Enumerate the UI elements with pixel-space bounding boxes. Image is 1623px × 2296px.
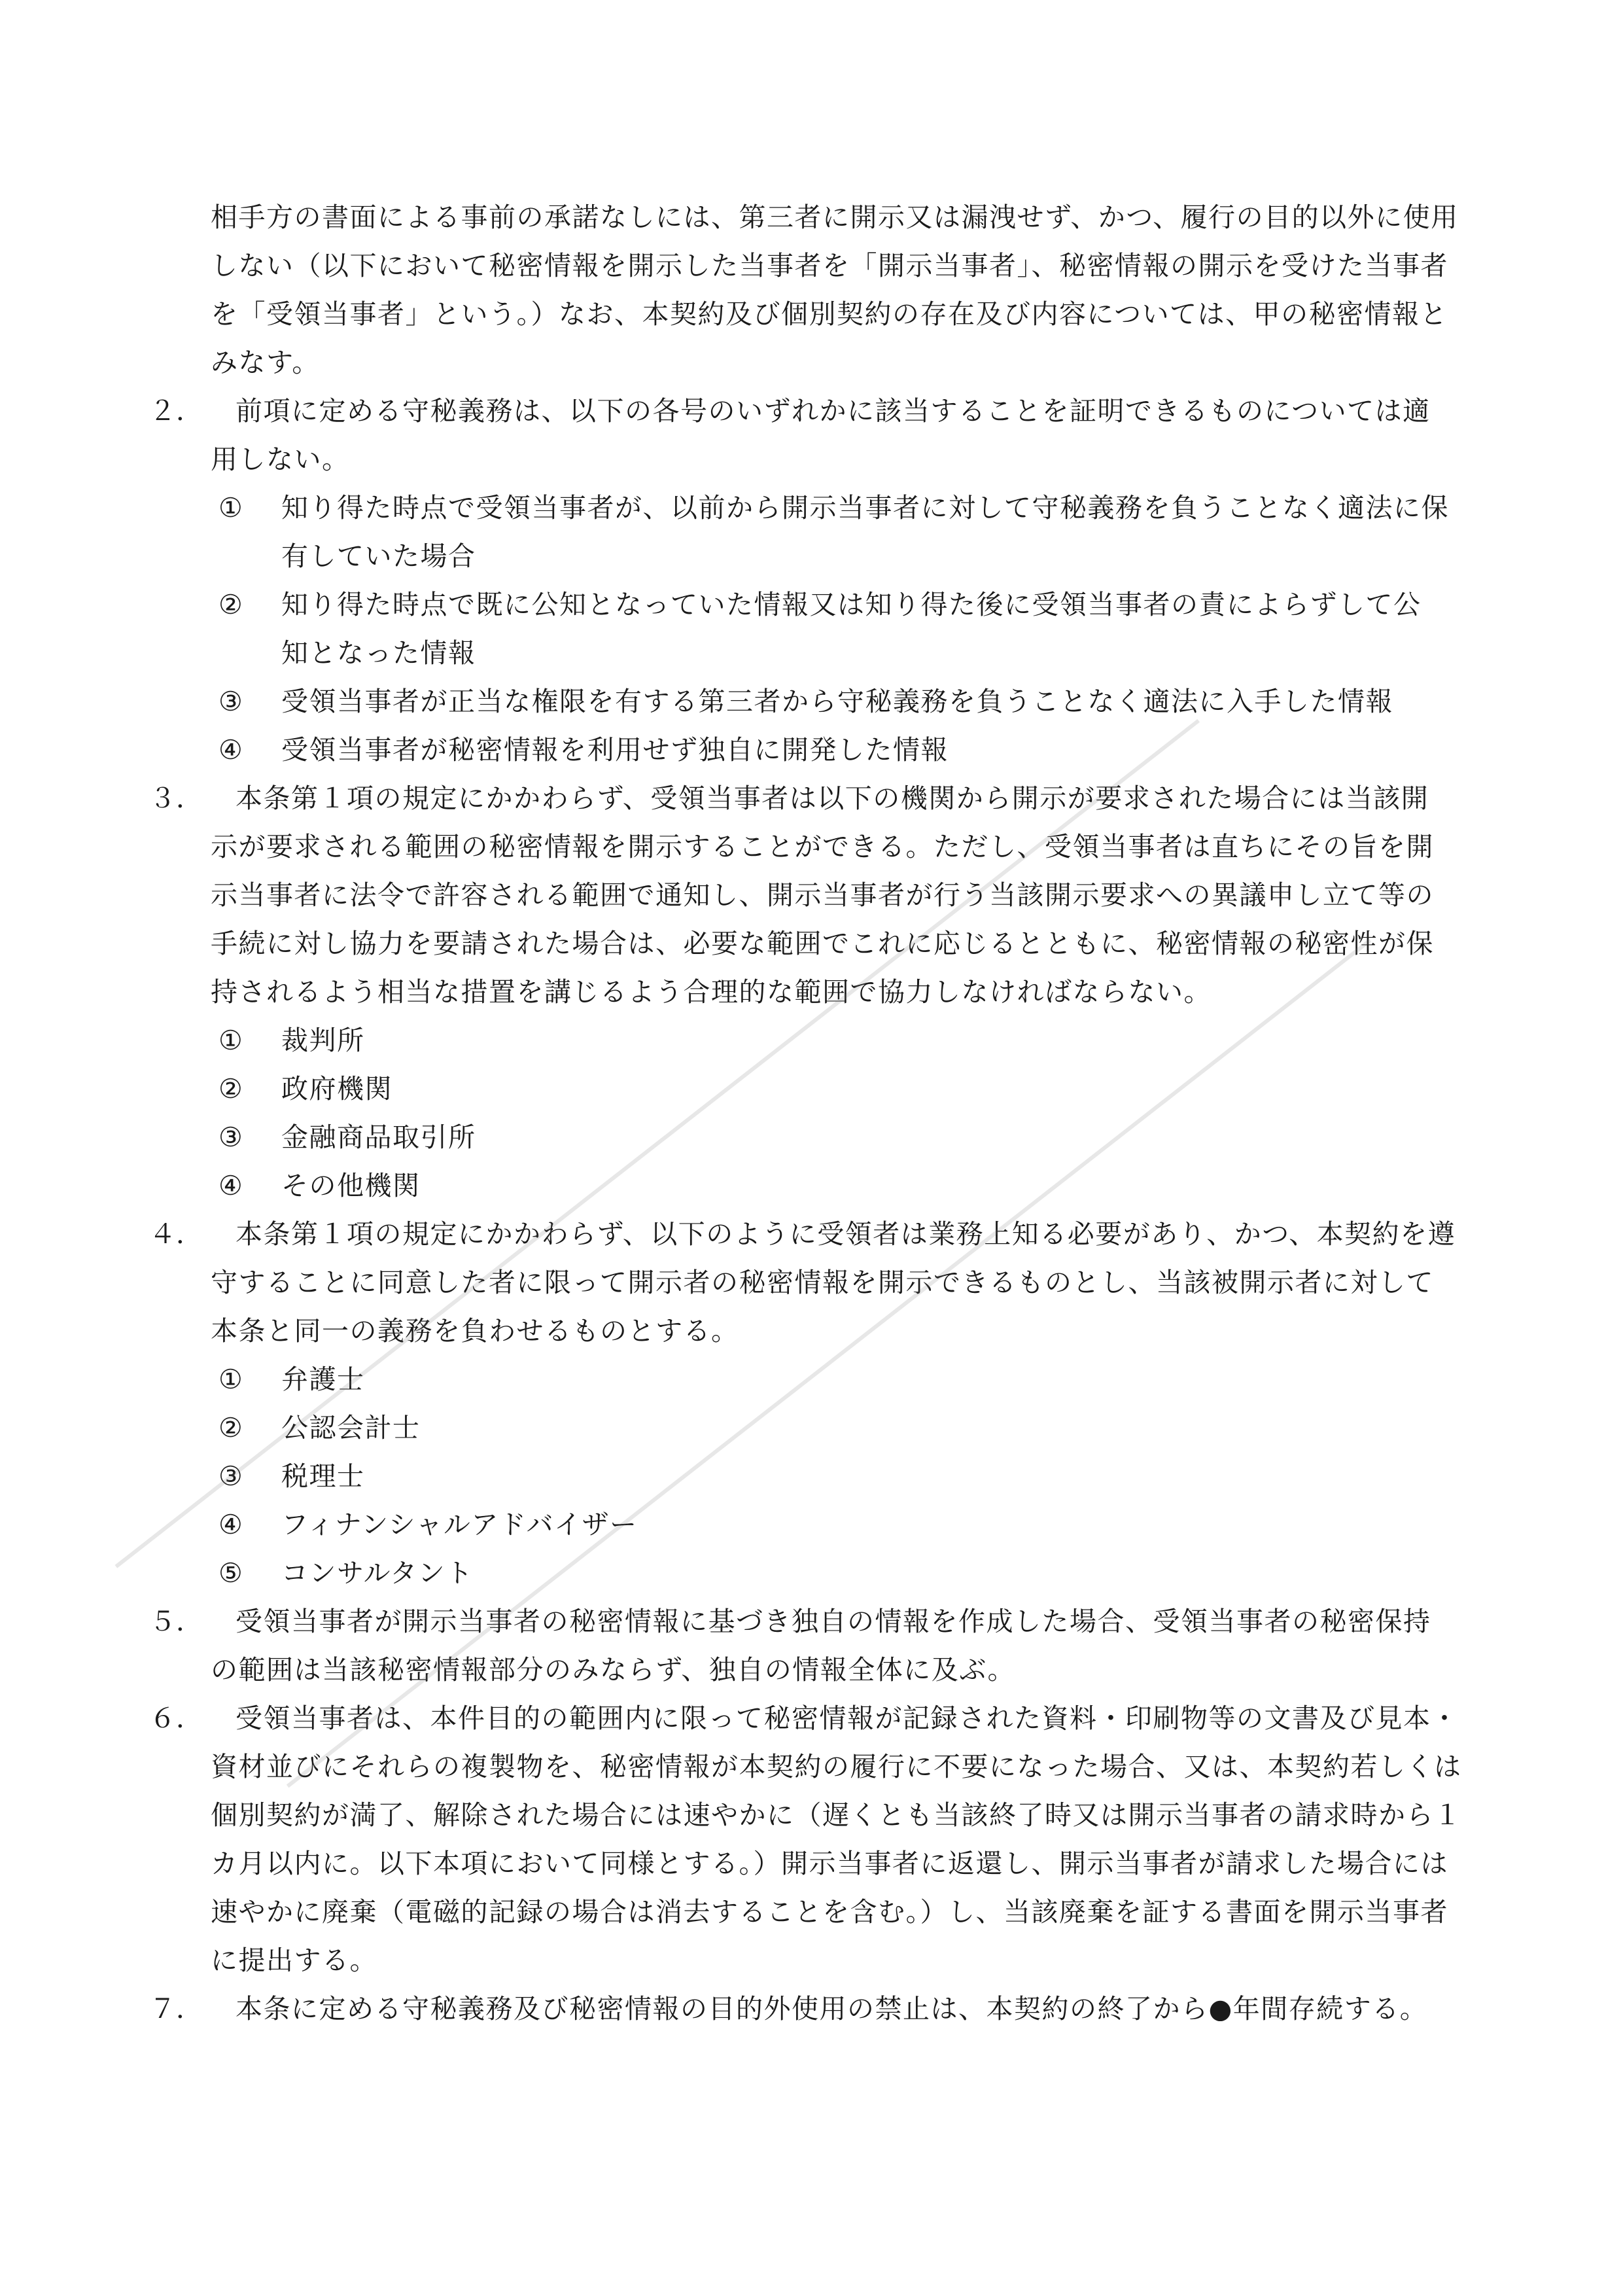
p4-line-1: 本条第１項の規定にかかわらず、以下のように受領者は業務上知る必要があり、かつ、本契約を遵 [236,1218,1456,1250]
p4-item-3-text: 税理士 [281,1460,365,1492]
p2-item-2-line-1: 知り得た時点で既に公知となっていた情報又は知り得た後に受領当事者の責によらずして公 [281,589,1422,620]
p1-line-2: しない（以下において秘密情報を開示した当事者を「開示当事者」、秘密情報の開示を受けた当事者 [211,250,1448,281]
p4-line-2: 守することに同意した者に限って開示者の秘密情報を開示できるものとし、当該被開示者に対して [211,1267,1434,1298]
p4-line-3: 本条と同一の義務を負わせるものとする。 [211,1315,739,1347]
p3-line-2: 示が要求される範囲の秘密情報を開示することができる。ただし、受領当事者は直ちにその旨を開 [211,831,1434,862]
p3-item-3-text: 金融商品取引所 [281,1122,476,1153]
p4-item-4-text: フィナンシャルアドバイザー [281,1509,638,1540]
p1-line-3: を「受領当事者」という。）なお、本契約及び個別契約の存在及び内容については、甲の秘密情報と [211,298,1448,330]
p3-line-5: 持されるよう相当な措置を講じるよう合理的な範囲で協力しなければならない。 [211,976,1212,1008]
p5-line-1: 受領当事者が開示当事者の秘密情報に基づき独自の情報を作成した場合、受領当事者の秘密保持 [236,1606,1431,1637]
p2-item-4-mark: ④ [218,734,243,766]
p5-number: ５． [149,1606,203,1637]
p2-item-2-mark: ② [218,589,243,620]
p6-line-3: 個別契約が満了、解除された場合には速やかに（遅くとも当該終了時又は開示当事者の請求時から１ [211,1799,1462,1831]
p4-item-5-mark: ⑤ [218,1557,243,1589]
p3-line-1: 本条第１項の規定にかかわらず、受領当事者は以下の機関から開示が要求された場合には当該開 [236,783,1429,814]
p4-item-4-mark: ④ [218,1509,243,1540]
p3-item-4-text: その他機関 [281,1170,421,1201]
p1-line-4: みなす。 [211,347,320,378]
p2-item-3-mark: ③ [218,686,243,717]
p6-line-2: 資材並びにそれらの複製物を、秘密情報が本契約の履行に不要になった場合、又は、本契約若しくは [211,1751,1462,1782]
p4-item-2-text: 公認会計士 [281,1412,421,1443]
p3-item-1-mark: ① [218,1025,243,1056]
p2-number: ２． [149,395,203,427]
p2-line-2: 用しない。 [211,444,350,475]
p2-item-3-line-1: 受領当事者が正当な権限を有する第三者から守秘義務を負うことなく適法に入手した情報 [281,686,1393,717]
p3-item-2-mark: ② [218,1073,243,1104]
p4-number: ４． [149,1218,203,1250]
p6-line-1: 受領当事者は、本件目的の範囲内に限って秘密情報が記録された資料・印刷物等の文書及び見本・ [236,1703,1459,1734]
p3-item-3-mark: ③ [218,1122,243,1153]
p3-line-4: 手続に対し協力を要請された場合は、必要な範囲でこれに応じるとともに、秘密情報の秘密性が保 [211,928,1434,959]
p3-item-4-mark: ④ [218,1170,243,1201]
p3-item-1-text: 裁判所 [281,1025,365,1056]
p3-number: ３． [149,783,203,814]
p4-item-1-mark: ① [218,1364,243,1395]
p5-line-2: の範囲は当該秘密情報部分のみならず、独自の情報全体に及ぶ。 [211,1654,1016,1686]
p4-item-5-text: コンサルタント [281,1557,474,1589]
p4-item-1-text: 弁護士 [281,1364,365,1395]
p6-line-4: カ月以内に。以下本項において同様とする。）開示当事者に返還し、開示当事者が請求した場合には [211,1848,1448,1879]
p2-item-1-line-1: 知り得た時点で受領当事者が、以前から開示当事者に対して守秘義務を負うことなく適法に保 [281,492,1449,523]
p2-line-1: 前項に定める守秘義務は、以下の各号のいずれかに該当することを証明できるものについては適 [236,395,1431,427]
p3-item-2-text: 政府機関 [281,1073,393,1104]
p2-item-1-line-2: 有していた場合 [281,540,476,572]
p6-line-6: に提出する。 [211,1945,377,1976]
p4-item-3-mark: ③ [218,1460,243,1492]
p3-line-3: 示当事者に法令で許容される範囲で通知し、開示当事者が行う当該開示要求への異議申し立て等の [211,879,1434,911]
p2-item-2-line-2: 知となった情報 [281,637,476,669]
p1-line-1: 相手方の書面による事前の承諾なしには、第三者に開示又は漏洩せず、かつ、履行の目的以外に使用 [211,202,1459,233]
p7-number: ７． [149,1993,203,2024]
p7-line-1: 本条に定める守秘義務及び秘密情報の目的外使用の禁止は、本契約の終了から●年間存続する。 [236,1993,1428,2024]
p6-number: ６． [149,1703,203,1734]
p6-line-5: 速やかに廃棄（電磁的記録の場合は消去することを含む。）し、当該廃棄を証する書面を開示当事者 [211,1896,1448,1928]
p2-item-1-mark: ① [218,492,243,523]
p2-item-4-line-1: 受領当事者が秘密情報を利用せず独自に開発した情報 [281,734,949,766]
p4-item-2-mark: ② [218,1412,243,1443]
